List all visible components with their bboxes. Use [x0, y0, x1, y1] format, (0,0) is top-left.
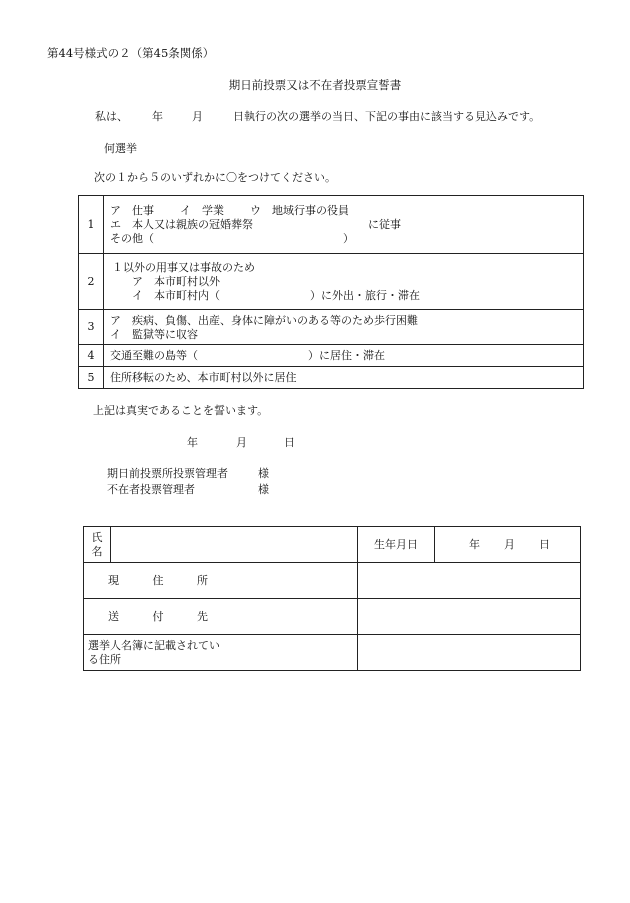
reason-row-2[interactable] — [79, 254, 584, 310]
label-char: 先 — [197, 609, 208, 623]
reason-text: ア 疾病、負傷、出産、身体に障がいのある等のため歩行困難 — [110, 313, 418, 327]
date-day: 日 — [284, 436, 295, 449]
reason-text: その他（ — [110, 232, 154, 245]
registry-address-field[interactable] — [358, 635, 581, 671]
reason-body — [104, 367, 584, 389]
personal-info-table — [83, 526, 581, 671]
reason-text: １以外の用事又は事故のため — [112, 261, 255, 274]
reason-number[interactable]: 1 — [79, 196, 104, 254]
document-title: 期日前投票又は不在者投票宣誓書 — [228, 78, 402, 92]
reason-number[interactable]: 3 — [79, 310, 104, 345]
reason-row-5[interactable] — [79, 367, 584, 389]
manager-label-absentee: 不在者投票管理者 — [107, 483, 195, 496]
birth-day: 日 — [539, 537, 550, 551]
registry-label-line: 選挙人名簿に記載されてい — [88, 638, 220, 652]
reason-number[interactable]: 4 — [79, 345, 104, 367]
reason-text: ア 本市町村以外 — [132, 275, 220, 288]
name-label-char: 氏 — [91, 530, 103, 544]
reason-text: ）に居住・滞在 — [308, 349, 385, 362]
election-label: 何選挙 — [104, 142, 137, 155]
manager-honorific: 様 — [258, 483, 269, 496]
reason-number[interactable]: 2 — [79, 254, 104, 310]
reasons-table — [78, 195, 584, 389]
reason-text: 住所移転のため、本市町村以外に居住 — [110, 371, 297, 384]
reason-body — [104, 345, 584, 367]
declaration-suffix: 日執行の次の選挙の当日、下記の事由に該当する見込みです。 — [233, 110, 541, 123]
label-char: 所 — [197, 573, 208, 587]
reason-row-3[interactable] — [79, 310, 584, 345]
registry-address-label — [84, 635, 358, 671]
instruction-text: 次の１から５のいずれかに〇をつけてください。 — [94, 171, 336, 184]
registry-label-line: る住所 — [88, 652, 121, 666]
reason-row-1[interactable] — [79, 196, 584, 254]
reason-text: イ 監獄等に収容 — [110, 327, 198, 341]
label-char: 現 — [108, 573, 119, 587]
date-year: 年 — [187, 436, 198, 449]
oath-statement: 上記は真実であることを誓います。 — [93, 404, 269, 417]
label-char: 送 — [108, 609, 119, 623]
reason-text: ）に外出・旅行・滞在 — [310, 289, 420, 302]
label-char: 付 — [152, 609, 164, 623]
form-number: 第44号様式の２（第45条関係） — [47, 46, 215, 60]
send-to-label — [84, 599, 358, 635]
current-address-label — [84, 563, 358, 599]
name-label — [84, 527, 111, 563]
reason-text: ） — [343, 232, 354, 245]
birthdate-field[interactable] — [435, 527, 581, 563]
current-address-field[interactable] — [358, 563, 581, 599]
birth-month: 月 — [504, 537, 515, 551]
declaration-year: 年 — [152, 110, 163, 123]
reason-text: ア 仕事 — [110, 204, 154, 217]
declaration-prefix: 私は、 — [95, 110, 128, 123]
date-month: 月 — [236, 436, 247, 449]
reason-text: エ 本人又は親族の冠婚葬祭 — [110, 218, 253, 231]
label-char: 住 — [152, 573, 164, 587]
oath-date — [0, 436, 630, 450]
reason-text: に従事 — [368, 218, 401, 231]
manager-label-early: 期日前投票所投票管理者 — [107, 467, 228, 480]
declaration-month: 月 — [192, 110, 203, 123]
reason-text: イ 学業 — [180, 204, 224, 217]
reason-number[interactable]: 5 — [79, 367, 104, 389]
manager-honorific: 様 — [258, 467, 269, 480]
reason-text: ウ 地域行事の役員 — [250, 204, 349, 217]
reason-body — [104, 310, 584, 345]
birth-year: 年 — [469, 537, 480, 551]
name-label-char: 名 — [91, 544, 103, 558]
reason-body — [104, 254, 584, 310]
reason-row-4[interactable] — [79, 345, 584, 367]
send-to-field[interactable] — [358, 599, 581, 635]
reason-text: 交通至難の島等（ — [110, 349, 198, 362]
birthdate-label: 生年月日 — [358, 527, 435, 563]
name-field[interactable] — [111, 527, 358, 563]
reason-body — [104, 196, 584, 254]
reason-text: イ 本市町村内（ — [132, 289, 220, 302]
